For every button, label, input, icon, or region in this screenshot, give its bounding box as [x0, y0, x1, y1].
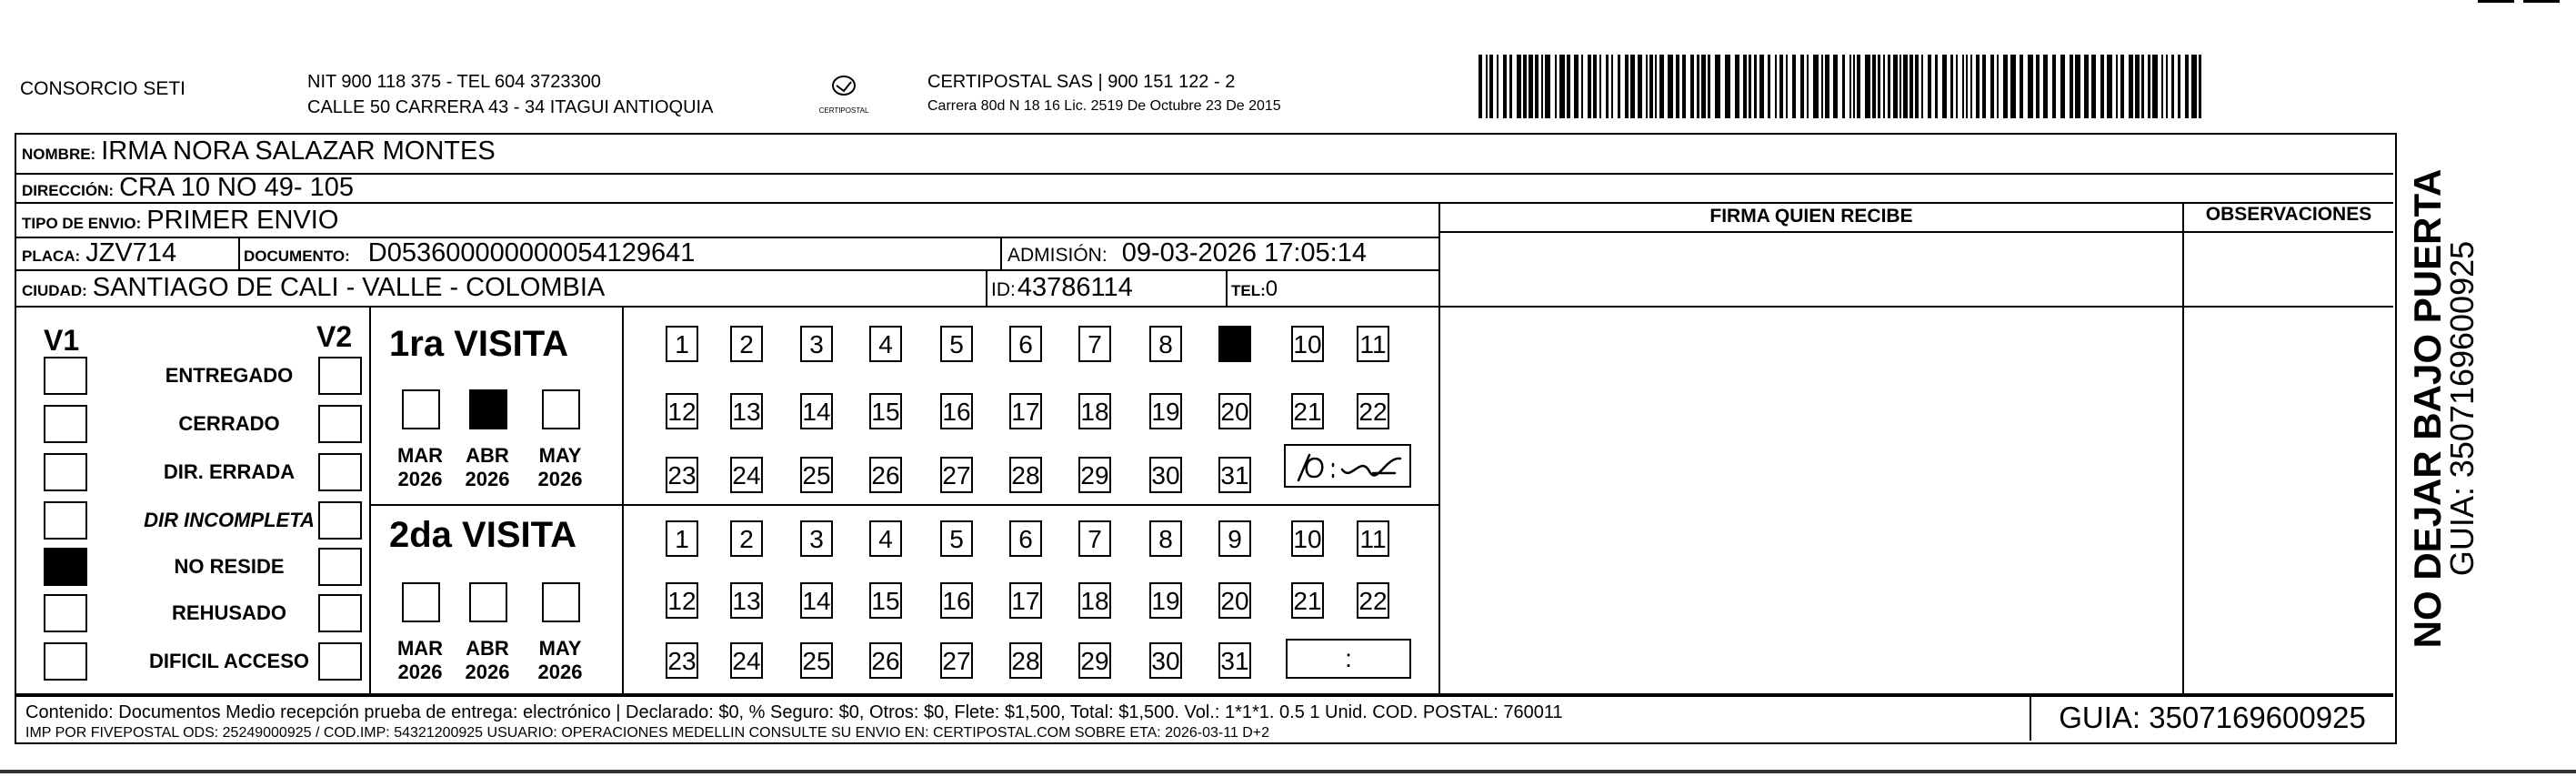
- second-visit-day-22[interactable]: 22: [1357, 582, 1389, 619]
- footer-imp: IMP POR FIVEPOSTAL ODS: 25249000925 / COD.IMP: 54321200925 USUARIO: OPERACIONES MEDELLIN CONSULTE SU ENVIO EN: CERTIPOSTAL.COM SOBRE ETA: 2026-03-11 D+2: [25, 725, 1270, 741]
- month-year: 2026: [465, 661, 510, 683]
- barcode-bar: [2043, 55, 2048, 118]
- barcode-bar: [1775, 55, 1777, 118]
- id-field: [991, 273, 1133, 303]
- month-name: ABR: [466, 444, 509, 467]
- barcode-bar: [2020, 55, 2023, 118]
- barcode-bar: [1903, 55, 1908, 118]
- month-name: MAR: [396, 637, 444, 660]
- barcode-bar: [1618, 55, 1620, 118]
- first-visit-month-label: [460, 444, 515, 491]
- first-visit-day-8[interactable]: 8: [1149, 326, 1182, 362]
- barcode-bar: [1997, 55, 1999, 118]
- barcode-bar: [1593, 55, 1597, 118]
- side-guia: GUIA: 3507169600925: [2443, 240, 2481, 577]
- first-visit-day-12[interactable]: 12: [666, 393, 698, 429]
- barcode-bar: [1935, 55, 1938, 118]
- id-value: 43786114: [1017, 273, 1133, 302]
- second-visit-day-23[interactable]: 23: [666, 642, 698, 679]
- company-name: CONSORCIO SETI: [20, 78, 186, 99]
- bottom-tear-line: [0, 770, 2576, 773]
- barcode-bar: [1697, 55, 1699, 118]
- barcode-bar: [2178, 55, 2180, 118]
- barcode-bar: [1625, 55, 1629, 118]
- tel-value: 0: [1265, 277, 1278, 301]
- nit-line-1: NIT 900 118 375 - TEL 604 3723300: [307, 72, 601, 92]
- v2-checkbox[interactable]: [318, 501, 362, 540]
- second-visit-day-11[interactable]: 11: [1357, 520, 1389, 557]
- second-visit-day-16[interactable]: 16: [940, 582, 973, 619]
- edge-mark: [2523, 0, 2560, 3]
- ciudad-value: SANTIAGO DE CALI - VALLE - COLOMBIA: [92, 273, 606, 302]
- barcode-bar: [1950, 55, 1953, 118]
- barcode-bar: [1759, 55, 1764, 118]
- barcode-bar: [1599, 55, 1601, 118]
- carrier-logo-text: CERTIPOSTAL: [818, 106, 869, 115]
- barcode-bar: [1883, 55, 1885, 118]
- first-visit-title: 1ra VISITA: [389, 324, 569, 364]
- barcode-bar: [1701, 55, 1706, 118]
- status-label: DIR. ERRADA: [163, 460, 296, 483]
- barcode-bar: [1486, 55, 1488, 118]
- barcode-bar: [1888, 55, 1890, 118]
- barcode-bar: [1668, 55, 1673, 118]
- observaciones-header: OBSERVACIONES: [2205, 204, 2372, 225]
- first-visit-time-box[interactable]: [1284, 444, 1411, 488]
- v1-checkbox[interactable]: [44, 357, 87, 395]
- edge-mark: [2478, 0, 2514, 3]
- ciudad-label: CIUDAD:: [22, 282, 87, 299]
- barcode-bar: [2191, 55, 2197, 118]
- barcode-bar: [1807, 55, 1809, 118]
- barcode-bar: [1857, 55, 1860, 118]
- documento-label: DOCUMENTO:: [244, 247, 350, 265]
- barcode-bar: [2141, 55, 2144, 118]
- v1-checkbox[interactable]: [44, 642, 87, 681]
- month-year: 2026: [397, 661, 443, 683]
- first-visit-day-22[interactable]: 22: [1357, 393, 1389, 429]
- second-visit-day-26[interactable]: 26: [869, 642, 902, 679]
- second-visit-day-29[interactable]: 29: [1078, 642, 1111, 679]
- direccion-value: CRA 10 NO 49- 105: [119, 173, 354, 202]
- first-visit-day-4[interactable]: 4: [869, 326, 902, 362]
- barcode-bar: [2129, 55, 2133, 118]
- nombre-label: NOMBRE:: [22, 146, 96, 163]
- first-visit-day-18[interactable]: 18: [1078, 393, 1111, 429]
- first-visit-day-23[interactable]: 23: [666, 457, 698, 493]
- admision-label: ADMISIÓN:: [1007, 245, 1108, 266]
- barcode-bar: [1956, 55, 1958, 118]
- second-visit-day-21[interactable]: 21: [1291, 582, 1324, 619]
- barcode-bar: [2060, 55, 2065, 118]
- barcode-bar: [1555, 55, 1557, 118]
- first-visit-day-25[interactable]: 25: [800, 457, 833, 493]
- direccion-field: [22, 173, 354, 203]
- barcode-bar: [1659, 55, 1664, 118]
- second-visit-day-14[interactable]: 14: [800, 582, 833, 619]
- first-visit-day-24[interactable]: 24: [730, 457, 763, 493]
- first-visit-day-30[interactable]: 30: [1149, 457, 1182, 493]
- side-panel: [2395, 153, 2486, 662]
- barcode-bar: [1966, 55, 1968, 118]
- carrier-line-1: CERTIPOSTAL SAS | 900 151 122 - 2: [927, 72, 1236, 92]
- barcode-bar: [1735, 55, 1739, 118]
- documento-field: [244, 238, 695, 268]
- second-visit-day-6[interactable]: 6: [1009, 520, 1042, 557]
- first-visit-day-10[interactable]: 10: [1291, 326, 1324, 362]
- signature-area[interactable]: [1440, 233, 2182, 693]
- second-visit-month-checkbox[interactable]: [402, 582, 440, 622]
- v2-label: V2: [316, 320, 353, 353]
- first-visit-day-9[interactable]: [1218, 326, 1251, 362]
- status-label: ENTREGADO: [165, 364, 294, 387]
- first-visit-day-16[interactable]: 16: [940, 393, 973, 429]
- first-visit-day-6[interactable]: 6: [1009, 326, 1042, 362]
- v1-label: V1: [44, 324, 80, 357]
- barcode-bar: [1786, 55, 1788, 118]
- second-visit-month-checkbox[interactable]: [469, 582, 507, 622]
- carrier-logo-icon: [815, 71, 873, 118]
- barcode-bar: [2161, 55, 2163, 118]
- barcode-bar: [2091, 55, 2096, 118]
- ciudad-field: [22, 273, 605, 303]
- first-visit-month-label: [533, 444, 587, 491]
- v1-checkbox[interactable]: [44, 453, 87, 491]
- barcode-bar: [1503, 55, 1507, 118]
- status-label: CERRADO: [178, 412, 280, 435]
- second-visit-month-label: [533, 637, 587, 684]
- documento-value: D053600000000054129641: [367, 238, 696, 267]
- second-visit-day-13[interactable]: 13: [730, 582, 763, 619]
- placa-label: PLACA:: [22, 247, 81, 265]
- barcode-bar: [1813, 55, 1819, 118]
- first-visit-day-17[interactable]: 17: [1009, 393, 1042, 429]
- placa-value: JZV714: [85, 238, 177, 267]
- month-name: MAR: [396, 444, 444, 467]
- first-visit-day-31[interactable]: 31: [1218, 457, 1251, 493]
- first-visit-day-11[interactable]: 11: [1357, 326, 1389, 362]
- barcode-bar: [1779, 55, 1783, 118]
- first-visit-month-checkbox[interactable]: [469, 389, 507, 429]
- month-year: 2026: [537, 661, 583, 683]
- second-visit-day-8[interactable]: 8: [1149, 520, 1182, 557]
- month-name: MAY: [538, 444, 582, 467]
- first-visit-day-14[interactable]: 14: [800, 393, 833, 429]
- v2-checkbox[interactable]: [318, 548, 362, 586]
- barcode-bar: [1638, 55, 1642, 118]
- direccion-label: DIRECCIÓN:: [22, 182, 115, 199]
- second-visit-day-7[interactable]: 7: [1078, 520, 1111, 557]
- barcode-bar: [2171, 55, 2174, 118]
- barcode-bar: [1529, 55, 1533, 118]
- second-visit-day-17[interactable]: 17: [1009, 582, 1042, 619]
- id-label: ID:: [991, 279, 1016, 300]
- v1-checkbox[interactable]: [44, 594, 87, 632]
- barcode-bar: [2100, 55, 2104, 118]
- barcode-bar: [1942, 55, 1947, 118]
- tel-label: TEL:: [1231, 282, 1266, 299]
- barcode-bar: [1768, 55, 1770, 118]
- admision-field: [1007, 238, 1367, 268]
- month-year: 2026: [537, 468, 583, 490]
- second-visit-day-18[interactable]: 18: [1078, 582, 1111, 619]
- barcode-bar: [1865, 55, 1870, 118]
- status-label: DIR INCOMPLETA: [144, 509, 315, 531]
- handwritten-time-icon: [1286, 446, 1409, 486]
- barcode-bar: [2120, 55, 2124, 118]
- barcode-bar: [1878, 55, 1880, 118]
- second-visit-day-28[interactable]: 28: [1009, 642, 1042, 679]
- barcode-bar: [2010, 55, 2016, 118]
- barcode-bar: [1842, 55, 1845, 118]
- placa-field: [22, 238, 176, 268]
- barcode-bar: [1611, 55, 1613, 118]
- nit-line-2: CALLE 50 CARRERA 43 - 34 ITAGUI ANTIOQUIA: [307, 97, 714, 117]
- footer-content: Contenido: Documentos Medio recepción prueba de entrega: electrónico | Declarado: $0, % Seguro: $0, Otros: $0, Flete: $1,500, Total: $1,500. Vol.: 1*1*1. 0.5 1 Unid. COD. POSTAL: 760011: [25, 702, 1563, 722]
- barcode-bar: [2003, 55, 2008, 118]
- v2-checkbox[interactable]: [318, 405, 362, 443]
- barcode-bar: [1849, 55, 1851, 118]
- barcode-bar: [1915, 55, 1919, 118]
- firma-header: FIRMA QUIEN RECIBE: [1709, 206, 1913, 227]
- barcode-bar: [2166, 55, 2168, 118]
- barcode-bar: [1676, 55, 1679, 118]
- barcode-bar: [2084, 55, 2089, 118]
- barcode-bar: [1872, 55, 1876, 118]
- barcode-bar: [1497, 55, 1498, 118]
- barcode-bar: [1833, 55, 1838, 118]
- barcode-bar: [2116, 55, 2118, 118]
- second-visit-title: 2da VISITA: [389, 515, 576, 555]
- first-visit-day-3[interactable]: 3: [800, 326, 833, 362]
- barcode-bar: [1749, 55, 1751, 118]
- second-visit-day-31[interactable]: 31: [1218, 642, 1251, 679]
- barcode-bar: [1743, 55, 1747, 118]
- barcode-bar: [1545, 55, 1550, 118]
- barcode-bar: [1541, 55, 1543, 118]
- barcode-bar: [2185, 55, 2189, 118]
- barcode-bar: [1899, 55, 1901, 118]
- second-visit-day-10[interactable]: 10: [1291, 520, 1324, 557]
- second-visit-day-20[interactable]: 20: [1218, 582, 1251, 619]
- no-dejar-bajo-puerta: NO DEJAR BAJO PUERTA: [2406, 168, 2449, 649]
- barcode-bar: [1792, 55, 1796, 118]
- barcode-bar: [1990, 55, 1994, 118]
- second-visit-month-checkbox[interactable]: [542, 582, 580, 622]
- barcode-bar: [1853, 55, 1855, 118]
- second-visit-day-19[interactable]: 19: [1149, 582, 1182, 619]
- second-visit-day-25[interactable]: 25: [800, 642, 833, 679]
- nombre-field: [22, 136, 496, 166]
- barcode-bar: [1655, 55, 1657, 118]
- observations-area[interactable]: [2184, 233, 2393, 693]
- first-visit-day-27[interactable]: 27: [940, 457, 973, 493]
- barcode-bar: [1976, 55, 1980, 118]
- barcode-bar: [1517, 55, 1521, 118]
- carrier-logo: [815, 71, 873, 118]
- barcode-bar: [1574, 55, 1579, 118]
- second-visit-day-15[interactable]: 15: [869, 582, 902, 619]
- barcode-bar: [1970, 55, 1972, 118]
- barcode-bar: [1982, 55, 1986, 118]
- barcode-bar: [1962, 55, 1964, 118]
- first-visit-day-20[interactable]: 20: [1218, 393, 1251, 429]
- barcode-bar: [1630, 55, 1635, 118]
- first-visit-day-21[interactable]: 21: [1291, 393, 1324, 429]
- second-visit-day-12[interactable]: 12: [666, 582, 698, 619]
- barcode-bar: [1523, 55, 1527, 118]
- barcode-bar: [1509, 55, 1512, 118]
- barcode-bar: [1715, 55, 1720, 118]
- second-visit-day-30[interactable]: 30: [1149, 642, 1182, 679]
- second-visit-day-9[interactable]: 9: [1218, 520, 1251, 557]
- tipo-envio-value: PRIMER ENVIO: [146, 206, 339, 235]
- first-visit-day-15[interactable]: 15: [869, 393, 902, 429]
- status-label: DIFICIL ACCESO: [148, 650, 309, 672]
- barcode-bar: [1559, 55, 1565, 118]
- v1-checkbox[interactable]: [44, 548, 87, 586]
- v2-checkbox[interactable]: [318, 594, 362, 632]
- admision-value: 09-03-2026 17:05:14: [1121, 238, 1367, 267]
- barcode-bar: [2070, 55, 2073, 118]
- first-visit-day-29[interactable]: 29: [1078, 457, 1111, 493]
- barcode-bar: [1921, 55, 1923, 118]
- barcode-bar: [2148, 55, 2150, 118]
- first-visit-day-13[interactable]: 13: [730, 393, 763, 429]
- second-visit-day-2[interactable]: 2: [730, 520, 763, 557]
- second-visit-day-4[interactable]: 4: [869, 520, 902, 557]
- first-visit-day-7[interactable]: 7: [1078, 326, 1111, 362]
- first-visit-day-28[interactable]: 28: [1009, 457, 1042, 493]
- barcode-bar: [2028, 55, 2033, 118]
- second-visit-month-label: [460, 637, 515, 684]
- barcode-bar: [2135, 55, 2140, 118]
- barcode-bar: [1800, 55, 1804, 118]
- month-year: 2026: [397, 468, 443, 490]
- v2-checkbox[interactable]: [318, 642, 362, 681]
- barcode-bar: [1682, 55, 1686, 118]
- v2-checkbox[interactable]: [318, 357, 362, 395]
- barcode-bar: [1825, 55, 1829, 118]
- nombre-value: IRMA NORA SALAZAR MONTES: [101, 136, 496, 166]
- barcode-bar: [1909, 55, 1913, 118]
- barcode-bar: [1606, 55, 1609, 118]
- tipo-envio-label: TIPO DE ENVIO:: [22, 215, 142, 232]
- barcode-bar: [1489, 55, 1493, 118]
- first-visit-month-label: [393, 444, 447, 491]
- first-visit-day-19[interactable]: 19: [1149, 393, 1182, 429]
- barcode-bar: [2152, 55, 2158, 118]
- barcode-bar: [2199, 55, 2201, 118]
- second-visit-day-1[interactable]: 1: [666, 520, 698, 557]
- barcode-bar: [1928, 55, 1931, 118]
- barcode-bar: [1893, 55, 1898, 118]
- footer-guia: GUIA: 3507169600925: [2059, 701, 2366, 734]
- month-name: ABR: [466, 637, 509, 660]
- barcode-bar: [1535, 55, 1539, 118]
- second-visit-day-3[interactable]: 3: [800, 520, 833, 557]
- tel-field: [1231, 277, 1278, 302]
- barcode-bar: [1649, 55, 1653, 118]
- barcode-bar: [1646, 55, 1648, 118]
- first-visit-month-checkbox[interactable]: [542, 389, 580, 429]
- v1-checkbox[interactable]: [44, 501, 87, 540]
- first-visit-month-checkbox[interactable]: [402, 389, 440, 429]
- barcode-bar: [1478, 55, 1482, 118]
- carrier-line-2: Carrera 80d N 18 16 Lic. 2519 De Octubre 23 De 2015: [927, 98, 1281, 114]
- first-visit-day-2[interactable]: 2: [730, 326, 763, 362]
- second-visit-month-label: [393, 637, 447, 684]
- v1-checkbox[interactable]: [44, 405, 87, 443]
- barcode-bar: [1588, 55, 1591, 118]
- second-visit-day-27[interactable]: 27: [940, 642, 973, 679]
- tipo-envio-field: [22, 206, 338, 236]
- month-name: MAY: [538, 637, 582, 660]
- status-label: REHUSADO: [172, 601, 286, 624]
- v2-checkbox[interactable]: [318, 453, 362, 491]
- barcode-bar: [1690, 55, 1694, 118]
- barcode-bar: [1581, 55, 1583, 118]
- first-visit-day-5[interactable]: 5: [940, 326, 973, 362]
- barcode-bar: [1821, 55, 1823, 118]
- barcode: [1478, 55, 2206, 118]
- barcode-bar: [2075, 55, 2080, 118]
- month-year: 2026: [465, 468, 510, 490]
- second-visit-time-box[interactable]: :: [1286, 639, 1411, 679]
- barcode-bar: [2036, 55, 2040, 118]
- barcode-bar: [1754, 55, 1757, 118]
- barcode-bar: [1725, 55, 1730, 118]
- barcode-bar: [2052, 55, 2056, 118]
- barcode-bar: [1708, 55, 1710, 118]
- barcode-bar: [2107, 55, 2112, 118]
- barcode-bar: [1567, 55, 1570, 118]
- first-visit-day-26[interactable]: 26: [869, 457, 902, 493]
- second-visit-day-5[interactable]: 5: [940, 520, 973, 557]
- first-visit-day-1[interactable]: 1: [666, 326, 698, 362]
- second-visit-day-24[interactable]: 24: [730, 642, 763, 679]
- status-label: NO RESIDE: [174, 555, 285, 578]
